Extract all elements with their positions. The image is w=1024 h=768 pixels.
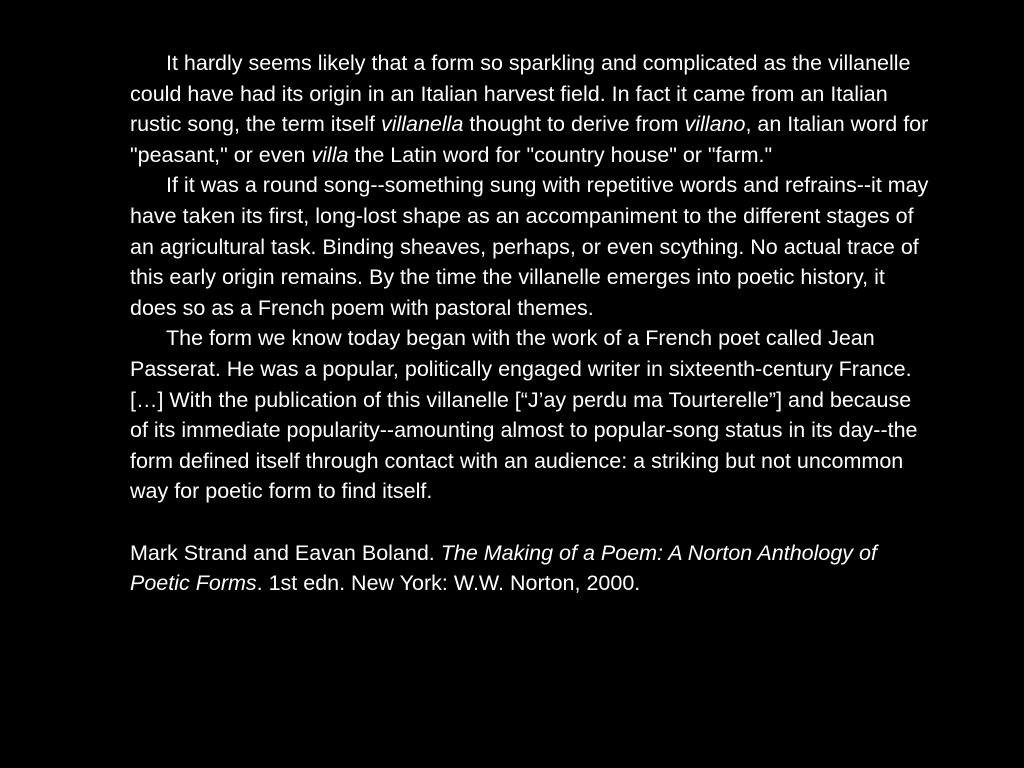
- term-villanella: villanella: [380, 112, 464, 137]
- paragraph-round-song: If it was a round song--something sung with repetitive words and refrains--it may have taken its first, long-lost shape as an accompaniment to the different stages of an agricultural task. Binding sheaves, perhaps, or even scything. No actual trace of this early origin remains. By the time the villanelle emerges into poetic history, it does so as a French poem with pastoral themes.: [130, 173, 929, 320]
- paragraph-origin: [130, 48, 930, 170]
- term-villano: villano: [684, 112, 746, 137]
- quote-text-block: [130, 48, 930, 599]
- paragraph-origin-text-2: thought to derive from: [463, 112, 685, 137]
- citation-title: The Making of a Poem: A Norton Anthology of Poetic Forms: [130, 540, 877, 596]
- paragraph-passerat: The form we know today began with the work of a French poet called Jean Passerat. He was a popular, politically engaged writer in sixteenth-century France. […] With the publication of this villanelle [“J’ay perdu ma Tourterelle”] and because of its immediate popularity--amounting almost to popular-song status in its day--the form defined itself through contact with an audience: a striking but not uncommon way for poetic form to find itself.: [130, 326, 918, 504]
- citation-publication: . 1st edn. New York: W.W. Norton, 2000.: [256, 571, 641, 596]
- paragraph-origin-text-1: It hardly seems likely that a form so sparkling and complicated as the villanelle could have had its origin in an Italian harvest field. In fact it came from an Italian rustic song, the term itself: [130, 51, 911, 137]
- spacer: [130, 507, 930, 538]
- paragraph-origin-text-4: the Latin word for "country house" or "farm.": [348, 142, 773, 167]
- citation-authors: Mark Strand and Eavan Boland.: [130, 540, 441, 565]
- paragraph-origin-text-3: , an Italian word for "peasant," or even: [130, 112, 929, 167]
- term-villa: villa: [311, 142, 349, 167]
- citation: [130, 538, 930, 599]
